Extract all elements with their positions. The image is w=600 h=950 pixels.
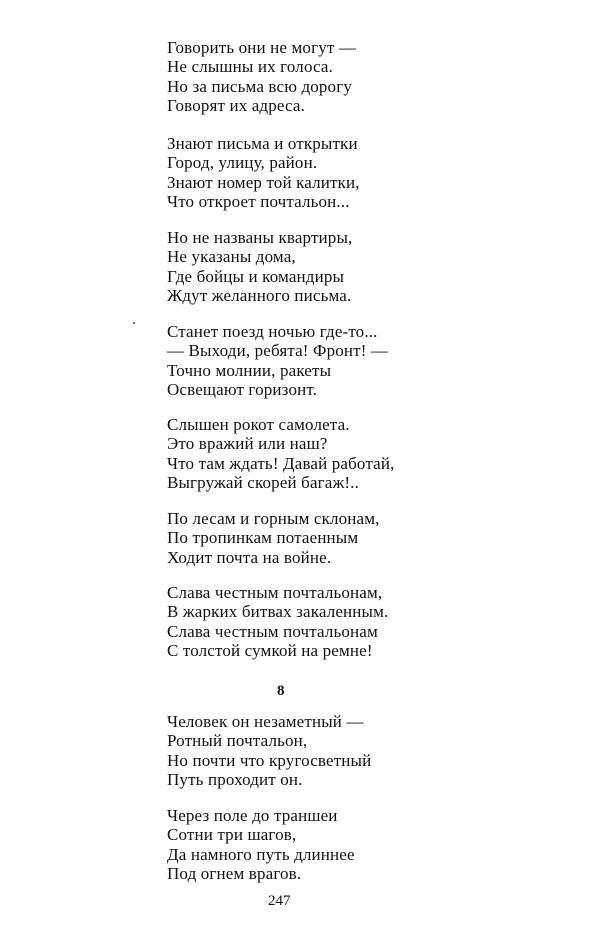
verse-line: Освещают горизонт. (167, 380, 318, 400)
verse-line: Но не названы квартиры, (167, 228, 353, 247)
verse-line: Но почти что кругосветный (167, 750, 372, 770)
verse-line: Выгружай скорей багаж!.. (167, 473, 359, 493)
stanza (167, 415, 587, 493)
verse-line: Сотни три шагов, (167, 825, 297, 845)
verse-line: Ходит почта на войне. (167, 547, 332, 567)
verse-line: Через поле до траншеи (167, 806, 338, 825)
stanza (167, 583, 587, 661)
verse-line: Точно молнии, ракеты (167, 360, 332, 380)
verse-line: Знают письма и открытки (167, 134, 358, 153)
verse-line: Не указаны дома, (167, 247, 296, 267)
verse-line: Под огнем врагов. (167, 864, 302, 884)
verse-line: По тропинкам потаенным (167, 528, 359, 548)
verse-line: Слава честным почтальонам, (167, 583, 383, 602)
verse-line: Знают номер той калитки, (167, 172, 360, 192)
verse-line: Где бойцы и командиры (167, 266, 345, 286)
page-number: 247 (268, 893, 291, 909)
section-number: 8 (277, 683, 285, 699)
verse-line: Станет поезд ночью где-то... (167, 322, 378, 341)
verse-line: Что откроет почтальон... (167, 192, 350, 212)
verse-line: Да намного путь длиннее (167, 844, 355, 864)
verse-line: Человек он незаметный — (167, 712, 364, 731)
verse-line: Говорить они не могут — (167, 38, 356, 57)
verse-line: Говорят их адреса. (167, 96, 306, 116)
print-speck (133, 322, 135, 324)
stanza (167, 38, 587, 116)
verse-line: Ждут желанного письма. (167, 286, 352, 306)
stanza (167, 509, 587, 567)
stanza (167, 806, 587, 884)
stanza (167, 228, 587, 306)
stanza (167, 712, 587, 790)
verse-line: Путь проходит он. (167, 770, 303, 790)
verse-line: Но за письма всю дорогу (167, 76, 352, 96)
stanza (167, 134, 587, 212)
verse-line: Слава честным почтальонам (167, 621, 378, 641)
verse-line: Что там ждать! Давай работай, (167, 453, 395, 473)
verse-line: — Выходи, ребята! Фронт! — (167, 341, 389, 361)
verse-line: Город, улицу, район. (167, 153, 318, 173)
verse-line: Ротный почтальон, (167, 731, 308, 751)
stanza (167, 322, 587, 400)
verse-line: В жарких битвах закаленным. (167, 602, 389, 622)
verse-line: С толстой сумкой на ремне! (167, 641, 373, 661)
verse-line: Не слышны их голоса. (167, 57, 334, 77)
verse-line: По лесам и горным склонам, (167, 509, 380, 528)
verse-line: Слышен рокот самолета. (167, 415, 350, 434)
verse-line: Это вражий или наш? (167, 434, 328, 454)
